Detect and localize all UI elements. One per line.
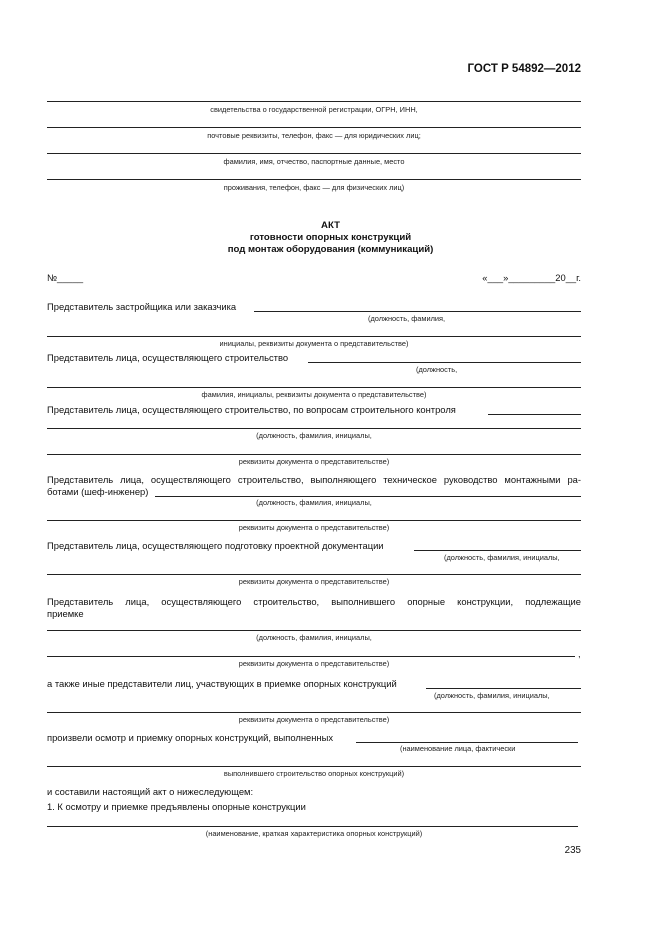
inspection-caption-1: (наименование лица, фактически — [400, 744, 516, 753]
conclusion-caption: (наименование, краткая характеристика опорных конструкций) — [205, 829, 423, 838]
applicant-caption-3: фамилия, имя, отчество, паспортные данные, место — [223, 157, 405, 166]
supervisor-caption-1: (должность, фамилия, инициалы, — [256, 498, 372, 507]
applicant-line-3[interactable] — [47, 153, 581, 154]
inspection-caption-2: выполнившего строительство опорных конструкций) — [223, 769, 405, 778]
applicant-line-2[interactable] — [47, 127, 581, 128]
act-date-field[interactable]: «___»_________20__г. — [482, 272, 581, 283]
act-title: АКТ — [321, 220, 340, 231]
supports-builder-comma: , — [578, 648, 581, 659]
conclusion-intro: и составили настоящий акт о нижеследующем: — [47, 786, 254, 797]
inspection-line-2[interactable] — [47, 766, 581, 767]
act-number-field[interactable]: №_____ — [47, 272, 84, 283]
control-label: Представитель лица, осуществляющего строительство, по вопросам строительного контроля — [47, 404, 456, 415]
others-line-2[interactable] — [47, 712, 581, 713]
conclusion-item-1: 1. К осмотру и приемке предъявлены опорные конструкции — [47, 801, 306, 812]
developer-caption-1: (должность, фамилия, — [368, 314, 446, 323]
applicant-line-4[interactable] — [47, 179, 581, 180]
control-caption-2: реквизиты документа о представительстве) — [238, 457, 390, 466]
designer-line-2[interactable] — [47, 574, 581, 575]
conclusion-line[interactable] — [47, 826, 578, 827]
standard-number: ГОСТ Р 54892—2012 — [467, 63, 581, 75]
control-line[interactable] — [488, 414, 581, 415]
designer-line[interactable] — [414, 550, 581, 551]
supervisor-label-2: ботами (шеф-инженер) — [47, 486, 149, 497]
applicant-caption-1: свидетельства о государственной регистрации, ОГРН, ИНН, — [210, 105, 418, 114]
inspection-line[interactable] — [356, 742, 578, 743]
builder-caption-2: фамилия, инициалы, реквизиты документа о представительстве) — [201, 390, 427, 399]
others-caption-2: реквизиты документа о представительстве) — [238, 715, 390, 724]
supervisor-caption-2: реквизиты документа о представительстве) — [238, 523, 390, 532]
others-caption-1: (должность, фамилия, инициалы, — [434, 691, 550, 700]
builder-label: Представитель лица, осуществляющего строительство — [47, 352, 289, 363]
builder-line-2[interactable] — [47, 387, 581, 388]
developer-label: Представитель застройщика или заказчика — [47, 301, 237, 312]
developer-line[interactable] — [254, 311, 581, 312]
supervisor-line[interactable] — [155, 496, 581, 497]
applicant-caption-4: проживания, телефон, факс — для физических лиц) — [223, 183, 405, 192]
builder-caption-1: (должность, — [416, 365, 458, 374]
others-line[interactable] — [426, 688, 581, 689]
supports-builder-label-1: Представитель лица, осуществляющего строительство, выполнившего опорные конструкции, подлежащие — [47, 596, 581, 607]
act-subtitle-2: под монтаж оборудования (коммуникаций) — [227, 244, 434, 255]
designer-caption-1: (должность, фамилия, инициалы, — [444, 553, 560, 562]
control-caption-1: (должность, фамилия, инициалы, — [256, 431, 372, 440]
others-label: а также иные представители лиц, участвующих в приемке опорных конструкций — [47, 678, 397, 689]
page-number: 235 — [564, 845, 581, 856]
supervisor-line-2[interactable] — [47, 520, 581, 521]
builder-line[interactable] — [308, 362, 581, 363]
supervisor-label-1: Представитель лица, осуществляющего строительство, выполняющего техническое руководство монтажными ра- — [47, 474, 581, 485]
control-line-2[interactable] — [47, 428, 581, 429]
applicant-line-1[interactable] — [47, 101, 581, 102]
supports-builder-caption-2: реквизиты документа о представительстве) — [238, 659, 390, 668]
applicant-caption-2: почтовые реквизиты, телефон, факс — для юридических лиц; — [207, 131, 421, 140]
supports-builder-caption-1: (должность, фамилия, инициалы, — [256, 633, 372, 642]
supports-builder-line-2[interactable] — [47, 656, 575, 657]
act-subtitle-1: готовности опорных конструкций — [249, 232, 412, 243]
control-line-3[interactable] — [47, 454, 581, 455]
designer-label: Представитель лица, осуществляющего подготовку проектной документации — [47, 540, 384, 551]
designer-caption-2: реквизиты документа о представительстве) — [238, 577, 390, 586]
developer-caption-2: инициалы, реквизиты документа о представительстве) — [219, 339, 409, 348]
inspection-label: произвели осмотр и приемку опорных конструкций, выполненных — [47, 732, 334, 743]
supports-builder-line[interactable] — [47, 630, 581, 631]
developer-line-2[interactable] — [47, 336, 581, 337]
supports-builder-label-2: приемке — [47, 608, 84, 619]
